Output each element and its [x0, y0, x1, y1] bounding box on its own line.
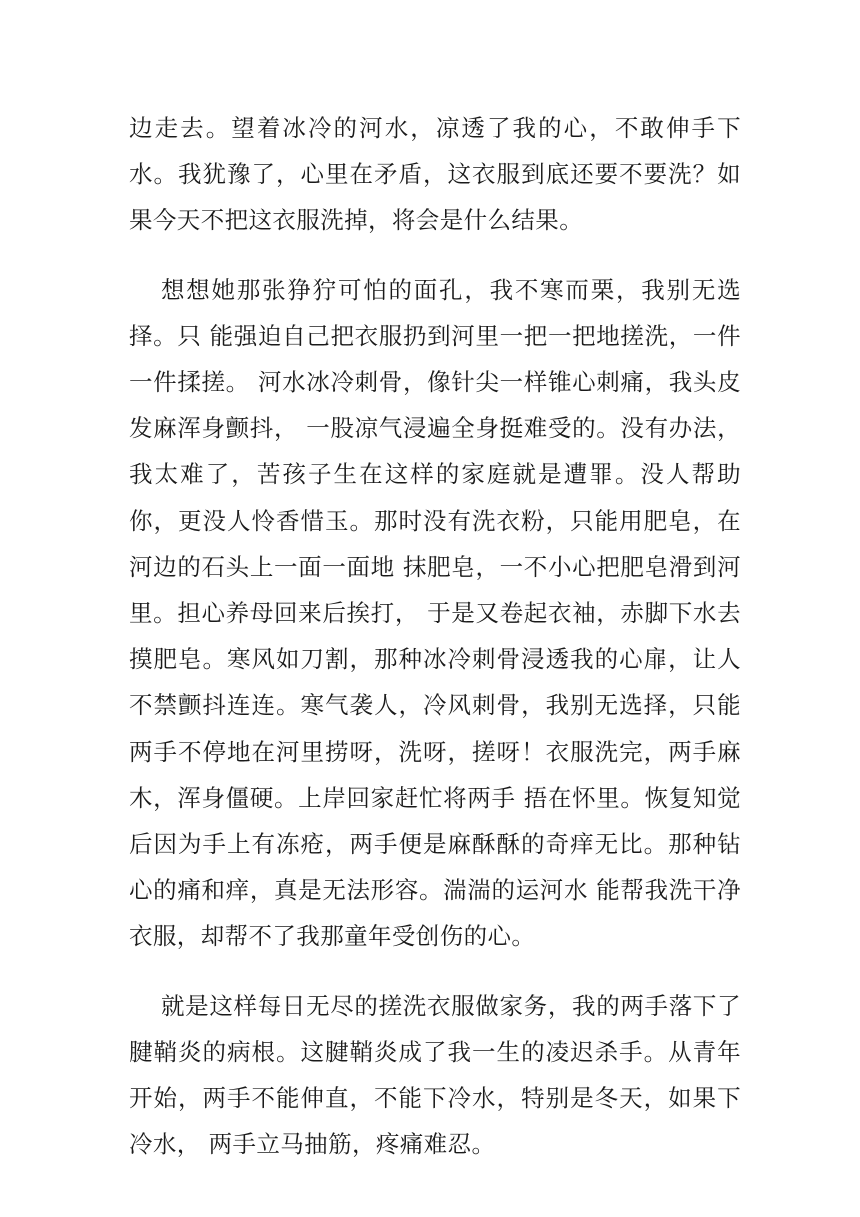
paragraph-2: 想想她那张狰狞可怕的面孔，我不寒而栗，我别无选择。只 能强迫自己把衣服扔到河里一把一把地搓洗，一件一件揉搓。 河水冰冷刺骨，像针尖一样锥心刺痛，我头皮发麻浑身颤抖， 一股凉气浸遍全身挺难受的。没有办法，我太难了，苦孩子生在这样的家庭就是遭罪。没人帮助你，更没人怜香惜玉。那时没有洗衣粉，只能用肥皂，在河边的石头上一面一面地 抹肥皂，一不小心把肥皂滑到河里。担心养母回来后挨打， 于是又卷起衣袖，赤脚下水去摸肥皂。寒风如刀割，那种冰冷刺骨浸透我的心扉，让人不禁颤抖连连。寒气袭人，冷风刺骨，我别无选择，只能两手不停地在河里捞呀，洗呀，搓呀！衣服洗完，两手麻木，浑身僵硬。上岸回家赶忙将两手 捂在怀里。恢复知觉后因为手上有冻疮，两手便是麻酥酥的奇痒无比。那种钻心的痛和痒，真是无法形容。湍湍的运河水 能帮我洗干净衣服，却帮不了我那童年受创伤的心。 [129, 275, 741, 951]
paragraph-spacer [129, 244, 741, 267]
paragraph-3: 就是这样每日无尽的搓洗衣服做家务，我的两手落下了 腱鞘炎的病根。这腱鞘炎成了我一生的凌迟杀手。从青年开始，两手不能伸直，不能下冷水，特别是冬天，如果下冷水， 两手立马抽筋，疼痛难忍。 [129, 991, 741, 1159]
paragraph-spacer [129, 960, 741, 983]
document-body [129, 105, 741, 1167]
paragraph-1: 边走去。望着冰冷的河水，凉透了我的心，不敢伸手下水。我犹豫了，心里在矛盾，这衣服到底还要不要洗？如果今天不把这衣服洗掉，将会是什么结果。 [129, 114, 741, 235]
